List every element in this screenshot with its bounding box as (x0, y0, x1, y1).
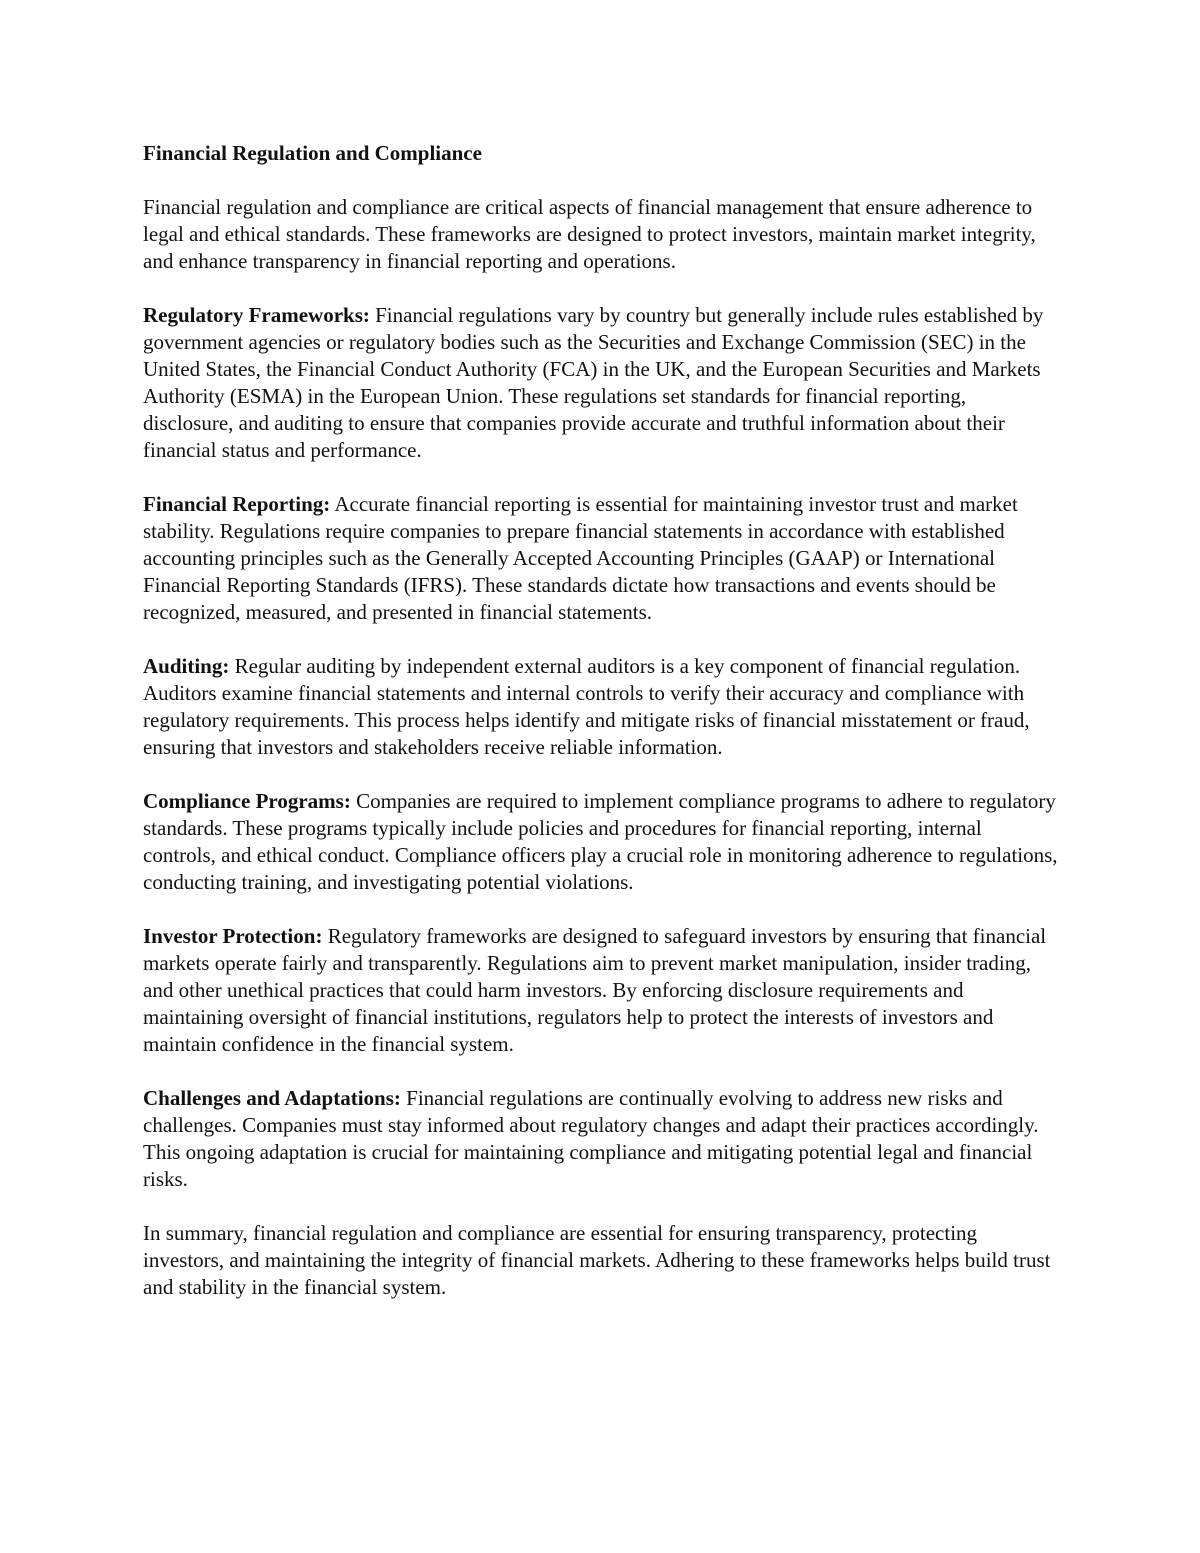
section-regulatory-frameworks (143, 302, 1058, 464)
intro-paragraph: Financial regulation and compliance are critical aspects of financial management that ensure adherence to legal and ethical standards. These frameworks are designed to protect investors, maintain market integrity, and enhance transparency in financial reporting and operations. (143, 195, 1036, 273)
section-text: Companies are required to implement compliance programs to adhere to regulatory standards. These programs typically include policies and procedures for financial reporting, internal controls, and ethical conduct. Compliance officers play a crucial role in monitoring adherence to regulations, conducting training, and investigating potential violations. (143, 789, 1058, 894)
summary-paragraph: In summary, financial regulation and compliance are essential for ensuring transparency, protecting investors, and maintaining the integrity of financial markets. Adhering to these frameworks helps build trust and stability in the financial system. (143, 1221, 1051, 1299)
section-text: Accurate financial reporting is essential for maintaining investor trust and market stability. Regulations require companies to prepare financial statements in accordance with established accounting principles such as the Generally Accepted Accounting Principles (GAAP) or International Financial Reporting Standards (IFRS). These standards dictate how transactions and events should be recognized, measured, and presented in financial statements. (143, 492, 1018, 624)
section-heading: Regulatory Frameworks: (143, 303, 370, 327)
section-investor-protection (143, 923, 1058, 1058)
section-text: Financial regulations are continually evolving to address new risks and challenges. Companies must stay informed about regulatory changes and adapt their practices accordingly. This ongoing adaptation is crucial for maintaining compliance and mitigating potential legal and financial risks. (143, 1086, 1039, 1191)
section-heading: Auditing: (143, 654, 230, 678)
document-body (143, 140, 1058, 1328)
section-text: Regular auditing by independent external auditors is a key component of financial regulation. Auditors examine financial statements and internal controls to verify their accuracy and compliance with regulatory requirements. This process helps identify and mitigate risks of financial misstatement or fraud, ensuring that investors and stakeholders receive reliable information. (143, 654, 1030, 759)
document-title: Financial Regulation and Compliance (143, 141, 482, 165)
section-heading: Financial Reporting: (143, 492, 331, 516)
section-heading: Investor Protection: (143, 924, 323, 948)
section-auditing (143, 653, 1058, 761)
section-financial-reporting (143, 491, 1058, 626)
section-challenges-adaptations (143, 1085, 1058, 1193)
section-text: Regulatory frameworks are designed to safeguard investors by ensuring that financial markets operate fairly and transparently. Regulations aim to prevent market manipulation, insider trading, and other unethical practices that could harm investors. By enforcing disclosure requirements and maintaining oversight of financial institutions, regulators help to protect the interests of investors and maintain confidence in the financial system. (143, 924, 1047, 1056)
section-heading: Compliance Programs: (143, 789, 351, 813)
section-text: Financial regulations vary by country but generally include rules established by government agencies or regulatory bodies such as the Securities and Exchange Commission (SEC) in the United States, the Financial Conduct Authority (FCA) in the UK, and the European Securities and Markets Authority (ESMA) in the European Union. These regulations set standards for financial reporting, disclosure, and auditing to ensure that companies provide accurate and truthful information about their financial status and performance. (143, 303, 1044, 462)
section-heading: Challenges and Adaptations: (143, 1086, 401, 1110)
section-compliance-programs (143, 788, 1058, 896)
